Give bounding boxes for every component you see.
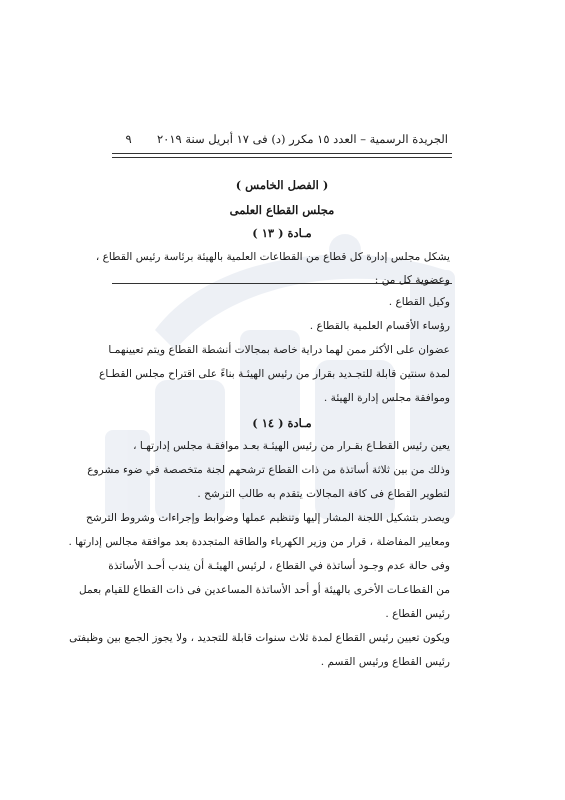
article-14-line: وذلك من بين ثلاثة أساتذة من ذات القطاع ترشحهم لجنة متخصصة في ضوء مشروع xyxy=(87,464,450,476)
article-14-line: وفى حالة عدم وجـود أساتذة في القطاع ، لرئيس الهيئـة أن يندب أحـد الأساتذة xyxy=(108,560,450,572)
header-rule-thin xyxy=(112,157,452,158)
article-13-line: لمدة سنتين قابلة للتجـديد بقرار من رئيس الهيئـة بناءً على اقتراح مجلس القطـاع xyxy=(99,368,450,380)
gazette-header xyxy=(118,132,448,146)
article-14-line: ويصدر بتشكيل اللجنة المشار إليها وتنظيم عملها وضوابط وإجراءات وشروط الترشح xyxy=(86,512,450,524)
article-13-line: وموافقة مجلس إدارة الهيئة . xyxy=(323,392,450,404)
article-14-heading: مـادة ( ١٤ ) xyxy=(252,416,312,430)
article-13-line: يشكل مجلس إدارة كل قطاع من القطاعات العلمية بالهيئة برئاسة رئيس القطاع ، xyxy=(95,251,450,263)
article-14-line: ومعايير المفاضلة ، قرار من وزير الكهرباء والطاقة المتجددة بعد موافقة مجالس إدارتها . xyxy=(68,536,450,548)
article-14-line: لتطوير القطاع فى كافة المجالات يتقدم به طالب الترشح . xyxy=(197,488,450,500)
article-14-line: رئيس القطاع ورئيس القسم . xyxy=(320,656,450,668)
article-13-line: عضوان على الأكثر ممن لهما دراية خاصة بمجالات أنشطة القطاع ويتم تعيينهمـا xyxy=(108,344,450,356)
gazette-header-title: الجريدة الرسمية – العدد ١٥ مكرر (د) فى ١٧ أبريل سنة ٢٠١٩ xyxy=(156,132,448,146)
article-14-line: يعين رئيس القطـاع بقـرار من رئيس الهيئـة بعـد موافقـة مجلس إدارتهـا ، xyxy=(133,440,450,452)
council-title: مجلس القطاع العلمى xyxy=(229,203,335,217)
header-rule xyxy=(112,153,452,154)
article-13-heading: مـادة ( ١٣ ) xyxy=(252,226,312,240)
article-13-line: وكيل القطاع . xyxy=(388,296,450,308)
article-14-line: ويكون تعيين رئيس القطاع لمدة ثلاث سنوات قابلة للتجديد ، ولا يجوز الجمع بين وظيفتى xyxy=(69,632,450,644)
chapter-title: ( الفصل الخامس ) xyxy=(235,178,329,192)
article-13-line: وعضوية كل من : xyxy=(374,274,450,286)
article-14-line: رئيس القطاع . xyxy=(385,608,450,620)
page-number: ٩ xyxy=(125,132,132,146)
article-13-line: رؤساء الأقسام العلمية بالقطاع . xyxy=(309,320,450,332)
article-14-line: من القطاعـات الأخرى بالهيئة أو أحد الأساتذة المساعدين فى ذات القطاع للقيام بعمل xyxy=(79,584,450,596)
